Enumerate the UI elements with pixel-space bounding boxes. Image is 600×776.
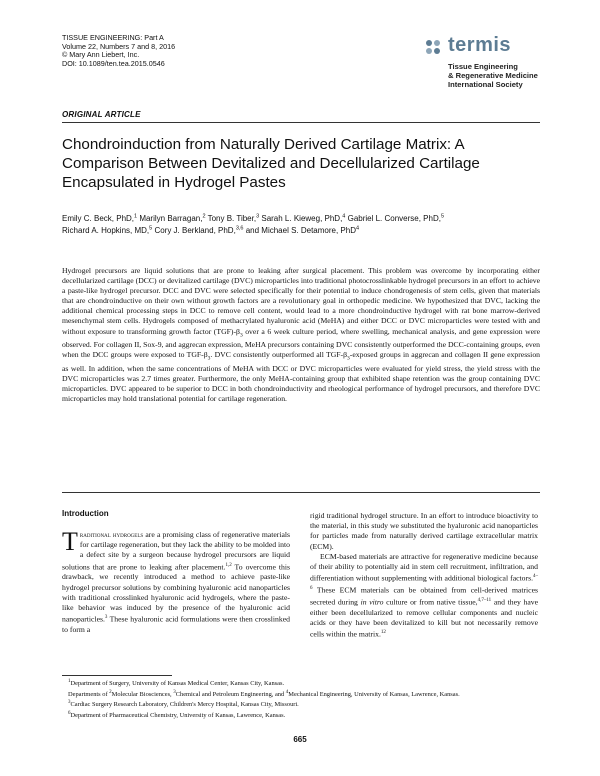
article-type: ORIGINAL ARTICLE: [62, 110, 141, 119]
intro-left-column: Traditional hydrogels are a promising class of regenerative materials for cartilage regeneration, but they lack the ability to be molded into a defect site by a surgeon because hydrogel precursors are liquid solutions that are prone to leaking after placement.$^{1,2}$ To overcome this drawback, we recently introduced a method to achieve paste-like hydrogel precursor solutions by combining hyaluronic acid nanoparticles with traditional crosslinked hyaluronic acid hydrogels, where the paste-like behavior was induced by the presence of the hyaluronic acid nanoparticles.$^3$ These hyaluronic acid formulations were then crosslinked to form a: [62, 527, 290, 634]
journal-info: [62, 34, 175, 68]
article-title: Chondroinduction from Naturally Derived Cartilage Matrix: A Comparison Between Devitalized and Decellularized Cartilage Encapsulated in Hydrogel Pastes: [62, 136, 480, 191]
divider: [62, 122, 540, 123]
author: Cory J. Berkland, PhD,$^{3,6}$: [154, 225, 244, 236]
affiliations: [62, 678, 540, 721]
author: Sarah L. Kieweg, PhD,$^4$: [261, 213, 346, 223]
intro-right-column: [310, 511, 538, 640]
logo-subtitle-line: Tissue Engineering: [448, 62, 518, 71]
paragraph: ECM-based materials are attractive for regenerative medicine because of their ability to potentially aid in stem cell recruitment, infiltration, and differentiation without supplementing with additional biological factors.$^{4-6}$ These ECM materials can be obtained from cell-derived matrices secreted during in vitro culture or from native tissue,$^{4,7-11}$ and they have either been decellularized to remove cellular components and nucleic acids or they have been devitalized to kill but not necessarily remove cells within the matrix.$^{12}$: [310, 551, 538, 639]
journal-line: DOI: 10.1089/ten.tea.2015.0546: [62, 58, 165, 68]
footnote-rule: [62, 675, 172, 676]
affiliation: $^1$Department of Surgery, University of Kansas Medical Center, Kansas City, Kansas.: [68, 679, 285, 688]
author: Richard A. Hopkins, MD,$^5$: [62, 225, 153, 236]
logo-subtitle-line: & Regenerative Medicine: [448, 71, 538, 80]
journal-line: TISSUE ENGINEERING: Part A: [62, 33, 164, 42]
logo-wordmark: termis: [448, 34, 512, 56]
author: Tony B. Tiber,$^3$: [207, 213, 260, 223]
author: Marilyn Barragan,$^2$: [139, 213, 206, 223]
journal-line: Volume 22, Numbers 7 and 8, 2016: [62, 41, 176, 51]
termis-emblem-icon: [422, 36, 444, 58]
affiliation: $^6$Department of Pharmaceutical Chemistry, University of Kansas, Lawrence, Kansas.: [68, 711, 286, 720]
affiliation: $^3$Cardiac Surgery Research Laboratory, Children's Mercy Hospital, Kansas City, Missouri.: [68, 700, 299, 709]
author: and Michael S. Detamore, PhD$^4$: [245, 225, 360, 236]
affiliation: Departments of $^2$Molecular Biosciences, $^3$Chemical and Petroleum Engineering, and $^4$Mechanical Engineering, University of Kansas, Lawrence, Kansas.: [68, 689, 460, 698]
logo-subtitle-line: International Society: [448, 80, 523, 89]
logo-subtitle: [448, 62, 568, 89]
abstract: Hydrogel precursors are liquid solutions that are prone to leaking after surgical placement. This problem was overcome by incorporating either decellularized cartilage (DCC) or devitalized cartilage (DVC) microparticles into traditional photocrosslinkable hydrogel precursors in an effort to achieve a paste-like hydrogel precursor. DCC and DVC were selected specifically for their potential to induce chondrogenesis of stem cells, given that materials that are chondroinductive on their own without growth factors are a revolutionary goal in orthopedic medicine. We hypothesized that DVC, lacking the additional chemical processing steps in DCC to remove cell content, would lead to a more chondroinductive hydrogel with rat bone marrow-derived mesenchymal stem cells. Hydrogels composed of methacrylated hyaluronic acid (MeHA) and either DCC or DVC microparticles were tested with and without exposure to transforming growth factor $(TGF)-\beta_3$ over a 6 week culture period, where swelling, mechanical analysis, and gene expression were observed. For collagen II, Sox-9, and aggrecan expression, MeHA precursors containing DVC consistently outperformed the DCC-containing groups, even when the DCC groups were exposed to TGF-$\beta_3$. DVC consistently outperformed all TGF-$\beta_3$-exposed groups in aggrecan and collagen II gene expression as well. In addition, when the same concentrations of MeHA with DCC or DVC microparticles were evaluated for yield stress, the yield stress with the DVC microparticles was 2.7 times greater. Furthermore, the only MeHA-containing group that exhibited shape retention was the group containing DVC microparticles. DVC appeared to be superior to DCC in both chondroinductivity and rheological performance of hydrogel precursors, and therefore DVC microparticles may hold translational potential for cartilage regeneration.: [62, 266, 541, 404]
author-list: [62, 211, 532, 236]
page-number: 665: [293, 735, 307, 744]
author: Emily C. Beck, PhD,$^1$: [62, 213, 138, 223]
journal-line: © Mary Ann Liebert, Inc.: [62, 50, 140, 60]
section-heading-introduction: Introduction: [62, 509, 109, 518]
drop-cap: T: [62, 527, 78, 556]
paragraph: rigid traditional hydrogel structure. In an effort to introduce bioactivity to the material, in this study we substituted the hyaluronic acid nanoparticles for particles made from naturally derived cartilage extracellular matrix (ECM).: [310, 511, 538, 551]
author: Gabriel L. Converse, PhD,$^5$: [347, 213, 445, 223]
divider: [62, 492, 540, 493]
